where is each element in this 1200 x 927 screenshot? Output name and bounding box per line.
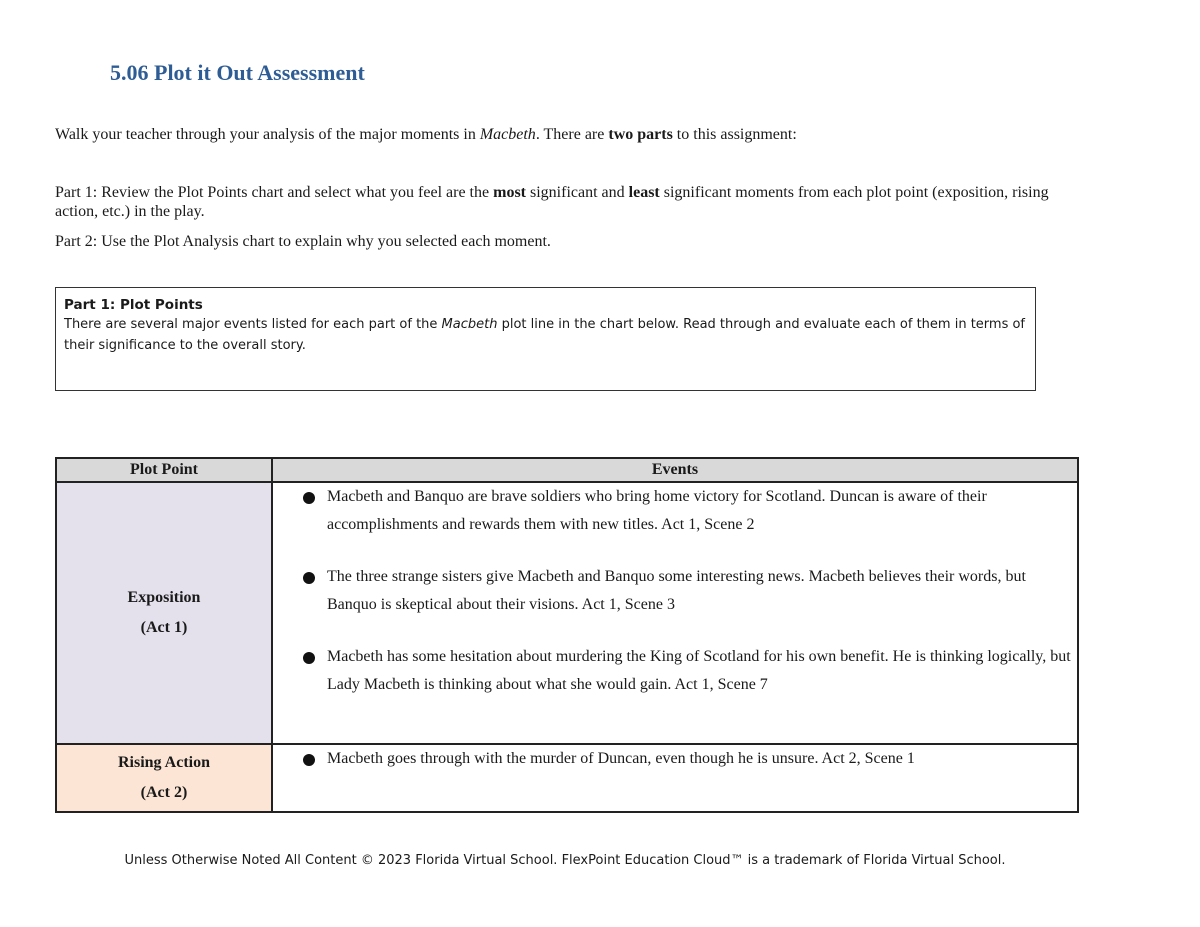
box-title: Part 1: Plot Points bbox=[64, 297, 203, 313]
plot-point-label: Rising Action bbox=[117, 754, 210, 771]
event-item: Macbeth has some hesitation about murdering the King of Scotland for his own benefit. He is thinking logically, but Lady Macbeth is thinking about what she would gain. Act 1, Scene 7 bbox=[301, 643, 1077, 699]
part1-text-c: significant moments from each plot point (exposition, rising action, etc.) in the play. bbox=[55, 184, 1049, 220]
part1-text-b: significant and bbox=[526, 184, 629, 201]
intro-paragraph bbox=[55, 125, 1065, 144]
part2-instructions: Part 2: Use the Plot Analysis chart to explain why you selected each moment. bbox=[55, 233, 551, 250]
plot-points-table bbox=[55, 457, 1079, 813]
events-list bbox=[301, 483, 1077, 699]
event-item: Macbeth and Banquo are brave soldiers who bring home victory for Scotland. Duncan is aware of their accomplishments and rewards them with new titles. Act 1, Scene 2 bbox=[301, 483, 1077, 539]
box-play-title: Macbeth bbox=[441, 317, 498, 332]
plot-point-act: (Act 2) bbox=[140, 784, 188, 801]
intro-text-end: to this assignment: bbox=[672, 126, 797, 143]
header-plot-point: Plot Point bbox=[56, 458, 272, 482]
event-item: The three strange sisters give Macbeth and Banquo some interesting news. Macbeth believes their words, but Banquo is skeptical about their visions. Act 1, Scene 3 bbox=[301, 563, 1077, 619]
events-cell bbox=[272, 482, 1078, 744]
box-text-a: There are several major events listed for each part of the bbox=[64, 317, 442, 332]
box-text bbox=[64, 314, 1027, 356]
table-row bbox=[56, 482, 1078, 744]
page-title: 5.06 Plot it Out Assessment bbox=[110, 60, 365, 85]
intro-bold-text: two parts bbox=[608, 126, 673, 143]
footer-copyright: Unless Otherwise Noted All Content © 2023 Florida Virtual School. FlexPoint Education Cloud™ is a trademark of Florida Virtual School. bbox=[124, 853, 1006, 868]
part1-instructions bbox=[55, 183, 1065, 221]
events-list bbox=[301, 745, 1077, 773]
table-header-row bbox=[56, 458, 1078, 482]
table-row bbox=[56, 744, 1078, 812]
plot-point-act: (Act 1) bbox=[140, 619, 188, 636]
intro-play-title: Macbeth bbox=[479, 126, 536, 143]
intro-text-middle: . There are bbox=[535, 126, 609, 143]
plot-point-label: Exposition bbox=[127, 589, 201, 606]
events-cell bbox=[272, 744, 1078, 812]
box-text-b: plot line in the chart below. Read through and evaluate each of them in terms of their significance to the overall story. bbox=[64, 317, 1026, 353]
plot-points-box bbox=[55, 287, 1036, 391]
event-item: Macbeth goes through with the murder of Duncan, even though he is unsure. Act 2, Scene 1 bbox=[301, 745, 1077, 773]
plot-point-rising-action bbox=[56, 744, 272, 812]
intro-text: Walk your teacher through your analysis of the major moments in bbox=[55, 126, 480, 143]
part1-most: most bbox=[493, 184, 526, 201]
header-events: Events bbox=[272, 458, 1078, 482]
part1-least: least bbox=[628, 184, 660, 201]
part1-text-a: Part 1: Review the Plot Points chart and select what you feel are the bbox=[55, 184, 494, 201]
plot-point-exposition bbox=[56, 482, 272, 744]
